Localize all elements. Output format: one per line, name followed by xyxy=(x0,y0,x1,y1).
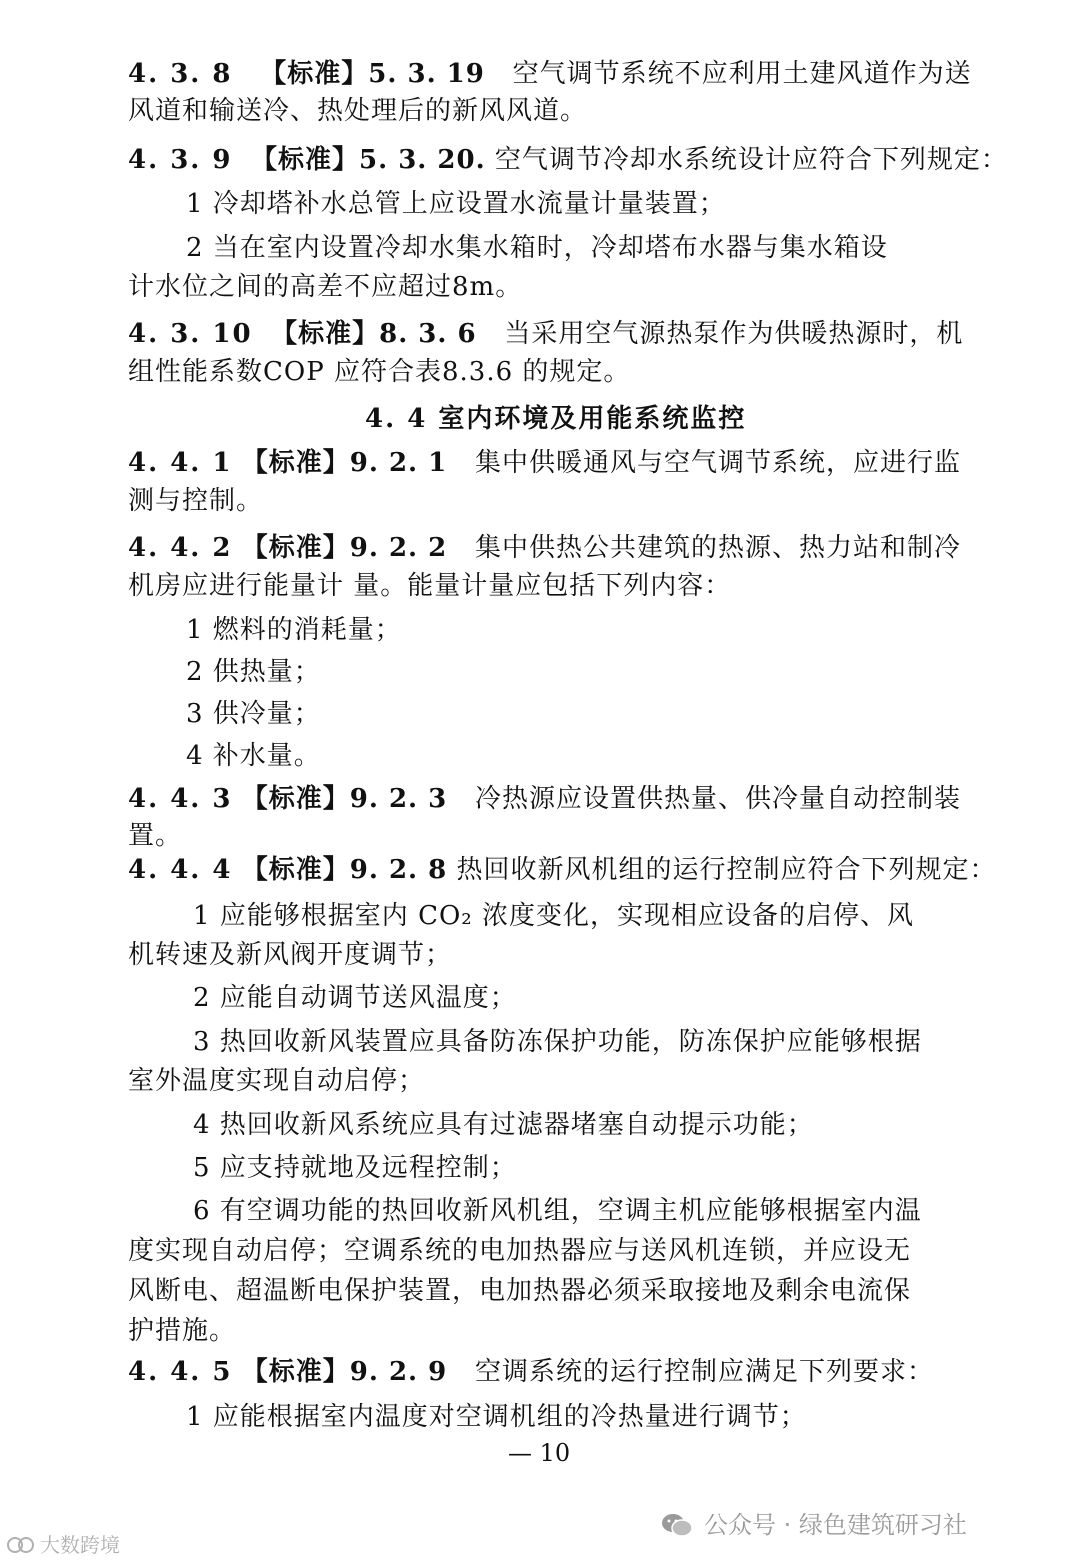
list-item: 1 冷却塔补水总管上应设置水流量计量装置； xyxy=(186,189,726,219)
clause-reference: 【标准】9. 2. 1 xyxy=(241,448,448,478)
text-line: 护措施。 xyxy=(128,1316,237,1346)
clause-number: 4. 3. 9 xyxy=(128,145,233,175)
list-item: 2 当在室内设置冷却水集水箱时，冷却塔布水器与集水箱设 xyxy=(186,233,888,263)
text-line: 机转速及新风阀开度调节； xyxy=(128,940,453,970)
clause-4-4-1 xyxy=(128,444,961,482)
list-item: 3 供冷量； xyxy=(186,699,321,729)
text-line: 计水位之间的高差不应超过8m。 xyxy=(128,272,523,302)
text-line: 度实现自动启停；空调系统的电加热器应与送风机连锁，并应设无 xyxy=(128,1236,912,1266)
clause-reference: 【标准】9. 2. 9 xyxy=(241,1357,448,1387)
clause-text: 集中供暖通风与空气调节系统，应进行监 xyxy=(475,448,962,478)
clause-4-4-4 xyxy=(128,851,997,889)
clause-reference: 【标准】9. 2. 2 xyxy=(241,533,448,563)
text-line: 机房应进行能量计 量。能量计量应包括下列内容： xyxy=(128,571,732,601)
clause-text: 冷热源应设置供热量、供冷量自动控制装 xyxy=(475,784,962,814)
clause-4-3-10 xyxy=(128,315,963,353)
wechat-icon xyxy=(660,1511,694,1539)
page-number: — 10 xyxy=(508,1439,571,1467)
list-item: 4 热回收新风系统应具有过滤器堵塞自动提示功能； xyxy=(193,1110,814,1140)
watermark-text: 公众号 · 绿色建筑研习社 xyxy=(704,1511,967,1539)
clause-number: 4. 3. 10 xyxy=(128,319,253,349)
clause-number: 4. 4. 2 xyxy=(128,533,233,563)
clause-text: 空调系统的运行控制应满足下列要求： xyxy=(475,1357,935,1387)
clause-4-3-9 xyxy=(128,141,1008,179)
text-line: 风断电、超温断电保护装置，电加热器必须采取接地及剩余电流保 xyxy=(128,1276,912,1306)
clause-reference: 【标准】5. 3. 19 xyxy=(260,59,485,89)
clause-number: 4. 4. 1 xyxy=(128,448,233,478)
list-item: 1 燃料的消耗量； xyxy=(186,615,402,645)
clause-4-4-3 xyxy=(128,780,961,818)
clause-reference: 【标准】8. 3. 6 xyxy=(271,319,477,349)
watermark-left-text: 大数跨境 xyxy=(40,1533,120,1557)
list-item: 2 供热量； xyxy=(186,657,321,687)
list-item: 6 有空调功能的热回收新风机组，空调主机应能够根据室内温 xyxy=(193,1196,922,1226)
clause-reference: 【标准】5. 3. 20. xyxy=(251,145,486,175)
clause-4-4-2 xyxy=(128,529,961,567)
list-item: 1 应能根据室内温度对空调机组的冷热量进行调节； xyxy=(186,1402,807,1432)
list-item: 2 应能自动调节送风温度； xyxy=(193,983,517,1013)
wechat-watermark xyxy=(660,1506,967,1544)
section-heading: 4. 4 室内环境及用能系统监控 xyxy=(365,404,747,434)
text-line: 置。 xyxy=(128,821,183,851)
text-line: 测与控制。 xyxy=(128,486,264,516)
clause-reference: 【标准】9. 2. 8 xyxy=(241,855,448,885)
list-item: 4 补水量。 xyxy=(186,741,321,771)
list-item: 1 应能够根据室内 CO₂ 浓度变化，实现相应设备的启停、风 xyxy=(193,901,914,931)
clause-number: 4. 4. 4 xyxy=(128,855,233,885)
corner-watermark xyxy=(6,1530,120,1560)
clause-text: 空气调节冷却水系统设计应符合下列规定： xyxy=(494,145,1008,175)
text-line: 室外温度实现自动启停； xyxy=(128,1066,426,1096)
text-line: 组性能系数COP 应符合表8.3.6 的规定。 xyxy=(128,357,631,387)
clause-text: 热回收新风机组的运行控制应符合下列规定： xyxy=(456,855,997,885)
clause-4-4-5 xyxy=(128,1353,934,1391)
clause-4-3-8 xyxy=(128,55,972,93)
list-item: 3 热回收新风装置应具备防冻保护功能，防冻保护应能够根据 xyxy=(193,1027,922,1057)
clause-text: 当采用空气源热泵作为供暖热源时，机 xyxy=(504,319,964,349)
clause-text: 空气调节系统不应利用土建风道作为送 xyxy=(512,59,972,89)
clause-number: 4. 4. 5 xyxy=(128,1357,233,1387)
clause-number: 4. 4. 3 xyxy=(128,784,233,814)
clause-text: 集中供热公共建筑的热源、热力站和制冷 xyxy=(475,533,962,563)
clause-number: 4. 3. 8 xyxy=(128,59,233,89)
text-line: 风道和输送冷、热处理后的新风风道。 xyxy=(128,96,588,126)
brand-logo-icon xyxy=(6,1534,36,1556)
list-item: 5 应支持就地及远程控制； xyxy=(193,1153,517,1183)
clause-reference: 【标准】9. 2. 3 xyxy=(241,784,448,814)
